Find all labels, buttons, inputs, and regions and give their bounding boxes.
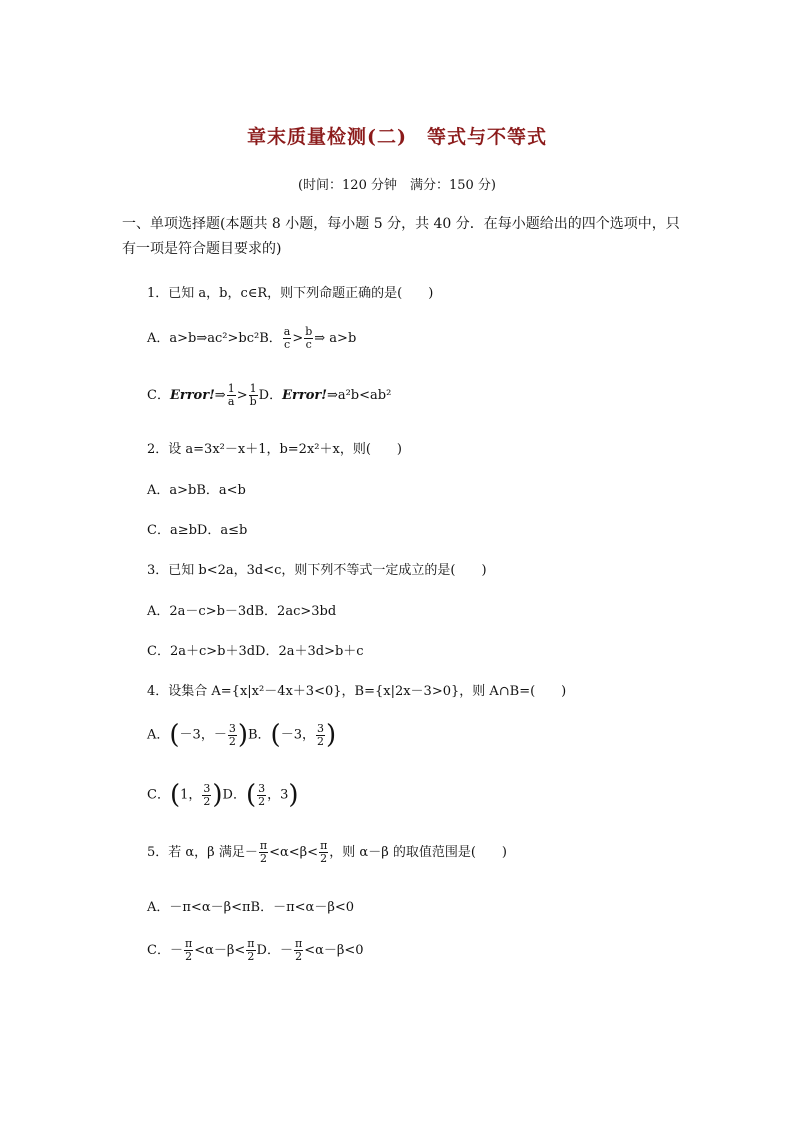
- q4-option-c-text: 1，: [180, 787, 202, 803]
- q4-stem: 4．设集合 A={x|x²－4x＋3<0}，B={x|2x－3>0}，则 A∩B=( ): [147, 684, 567, 699]
- exam-meta: (时间：120 分钟 满分：150 分): [297, 178, 497, 193]
- fraction: $\frac{a}{c}$: [283, 325, 291, 351]
- q3-options-cd: C．2a＋c>b＋3dD．2a＋3d>b＋c: [147, 644, 364, 659]
- q5-stem-mid: <α<β<: [269, 845, 319, 860]
- q4-option-a-text: －3，－: [179, 727, 227, 743]
- error-marker: Error!: [169, 388, 215, 403]
- q1-option-d-tail: ⇒a²b<ab²: [326, 388, 392, 403]
- section-intro: 一、单项选择题(本题共 8 小题，每小题 5 分，共 40 分．在每小题给出的四个选项中，只有一项是符合题目要求的): [122, 216, 680, 257]
- q2-options-ab: A．a>bB．a<b: [147, 483, 246, 498]
- document-title: 章末质量检测(二) 等式与不等式: [247, 126, 547, 148]
- q4-option-c-label: C．: [147, 787, 170, 803]
- right-paren: ): [288, 780, 299, 810]
- q2-stem: 2．设 a=3x²－x＋1，b=2x²＋x，则( ): [147, 442, 402, 457]
- q2-options-cd: C．a≥bD．a≤b: [147, 523, 248, 538]
- error-marker: Error!: [282, 388, 327, 403]
- q1-options-cd: C．Error!⇒ $\frac{1}{a}$ > $\frac{1}{b}$ D．Error!⇒a²b<ab²: [147, 382, 392, 408]
- q4-option-a-label: A．: [147, 727, 170, 743]
- q1-option-b-tail: ⇒ a>b: [314, 331, 357, 346]
- q5-stem: [147, 840, 507, 865]
- q5-option-d-tail: <α－β<0: [304, 943, 364, 958]
- q4-options-ab: [147, 720, 336, 750]
- q1-stem: 1．已知 a，b，c∈R，则下列命题正确的是( ): [147, 286, 434, 301]
- right-paren: ): [237, 720, 248, 750]
- q1-option-c-label: C．: [147, 388, 170, 403]
- left-paren: (: [169, 780, 181, 810]
- q5-option-d-label: D．－: [256, 943, 293, 958]
- q5-stem-post: ，则 α－β 的取值范围是( ): [329, 845, 507, 860]
- left-paren: (: [169, 720, 180, 750]
- q4-option-b-label: B．: [247, 727, 271, 743]
- q1-option-d-label: D．: [258, 388, 283, 403]
- fraction: $\frac{1}{a}$: [227, 382, 235, 408]
- right-paren: ): [325, 720, 337, 750]
- q4-options-cd: [147, 780, 299, 810]
- q4-option-d-text: ，3: [267, 787, 289, 803]
- fraction: $\frac{\pi}{2}$: [259, 839, 268, 865]
- q4-option-d-label: D．: [222, 787, 246, 803]
- left-paren: (: [270, 720, 281, 750]
- fraction: $\frac{\pi}{2}$: [320, 839, 328, 865]
- q5-options-ab: A．－π<α－β<πB．－π<α－β<0: [147, 900, 355, 915]
- q1-option-b-label: B．: [259, 331, 282, 346]
- q5-option-c-mid: <α－β<: [194, 943, 246, 958]
- implies-symbol: ⇒: [214, 388, 226, 403]
- fraction: $\frac{3}{2}$: [203, 781, 211, 808]
- q5-option-c-label: C．－: [147, 943, 183, 958]
- fraction: $\frac{3}{2}$: [228, 721, 236, 748]
- fraction: $\frac{3}{2}$: [258, 781, 266, 808]
- q4-option-b-text: －3，: [280, 727, 315, 743]
- left-paren: (: [245, 780, 257, 810]
- fraction: $\frac{\pi}{2}$: [294, 937, 303, 963]
- fraction: $\frac{b}{c}$: [305, 325, 313, 351]
- q3-options-ab: A．2a－c>b－3dB．2ac>3bd: [147, 604, 337, 619]
- q1-option-a: A．a>b⇒ac²>bc²: [147, 331, 260, 346]
- q3-stem: 3．已知 b<2a，3d<c，则下列不等式一定成立的是( ): [147, 563, 487, 578]
- q1-options-ab: A．a>b⇒ac²>bc²B． $\frac{a}{c}$ > $\frac{b}{c}$ ⇒ a>b: [147, 325, 357, 351]
- fraction: $\frac{3}{2}$: [316, 721, 324, 748]
- fraction: $\frac{\pi}{2}$: [247, 937, 255, 963]
- fraction: $\frac{1}{b}$: [249, 382, 257, 408]
- right-paren: ): [212, 780, 223, 810]
- q5-options-cd: [147, 938, 364, 963]
- q5-stem-pre: 5．若 α，β 满足－: [147, 845, 258, 860]
- fraction: $\frac{\pi}{2}$: [184, 937, 193, 963]
